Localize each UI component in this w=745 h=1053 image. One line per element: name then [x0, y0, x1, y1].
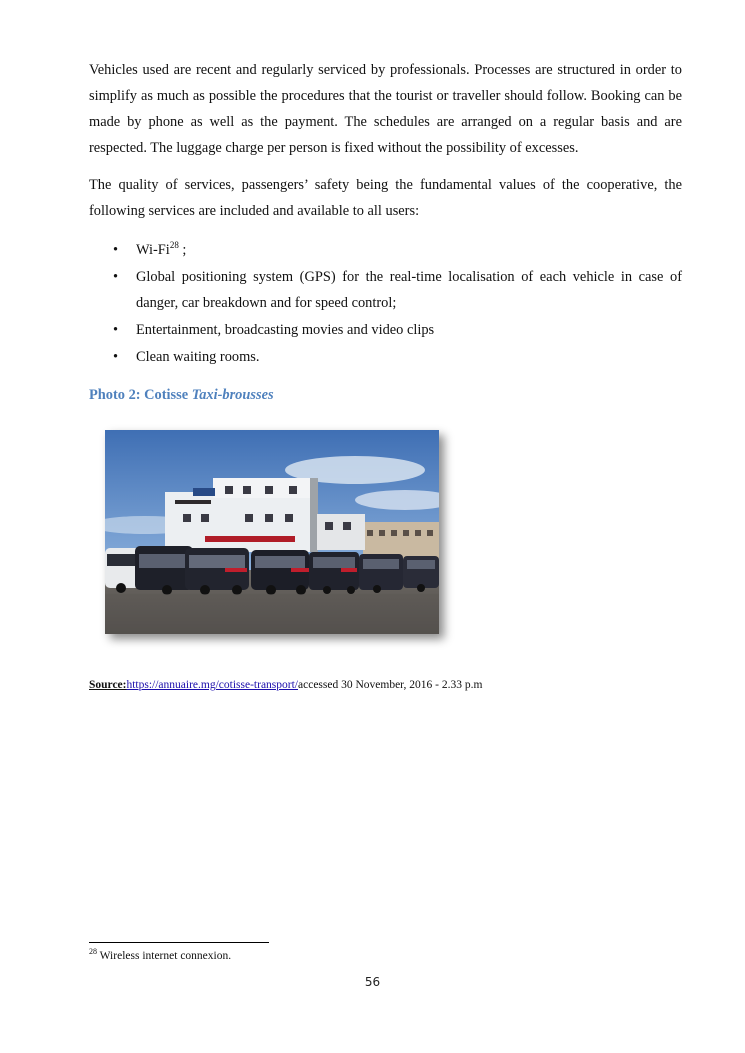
services-list	[89, 237, 682, 371]
bullet-icon: •	[113, 322, 119, 338]
body-paragraph-2: The quality of services, passengers’ safety being the fundamental values of the cooperative, the following services are included and available to all users:	[89, 177, 682, 219]
bullet-icon: •	[113, 269, 119, 285]
bullet-text: Wi-Fi	[136, 242, 170, 258]
caption-italic: Taxi-brousses	[191, 387, 274, 403]
list-item	[89, 344, 682, 370]
footnote-text: Wireless internet connexion.	[97, 950, 232, 962]
body-paragraph-1: Vehicles used are recent and regularly serviced by professionals. Processes are structured in order to simplify as much as possible the procedures that the tourist or traveller should follow. Booking can be made by phone as well as the payment. The schedules are arranged on a regular basis and are respected. The luggage charge per person is fixed without the possibility of excesses.	[89, 62, 682, 156]
footnote-number: 28	[89, 947, 97, 956]
list-item	[89, 237, 682, 263]
bullet-icon: •	[113, 242, 119, 258]
bullet-text: Entertainment, broadcasting movies and video clips	[136, 322, 435, 338]
caption-prefix: Photo 2: Cotisse	[89, 387, 192, 403]
source-link[interactable]: https://annuaire.mg/cotisse-transport/	[126, 679, 298, 691]
footnote-divider	[89, 942, 269, 943]
bullet-text: Global positioning system (GPS) for the real-time localisation of each vehicle in case of danger, car breakdown and for speed control;	[136, 269, 682, 311]
page-number: 56	[364, 975, 381, 989]
bullet-suffix: ;	[178, 242, 187, 258]
bullet-icon: •	[113, 349, 119, 365]
footnote-ref[interactable]: 28	[169, 240, 179, 250]
photo-source	[89, 677, 482, 693]
footnote	[89, 948, 231, 964]
source-label: Source:	[89, 679, 127, 691]
bullet-text: Clean waiting rooms.	[136, 349, 260, 365]
photo-caption	[89, 384, 274, 406]
photo-buses-icon	[105, 430, 439, 634]
source-accessed: accessed 30 November, 2016 - 2.33 p.m	[298, 679, 483, 691]
list-item	[89, 317, 682, 343]
list-item	[89, 264, 682, 316]
